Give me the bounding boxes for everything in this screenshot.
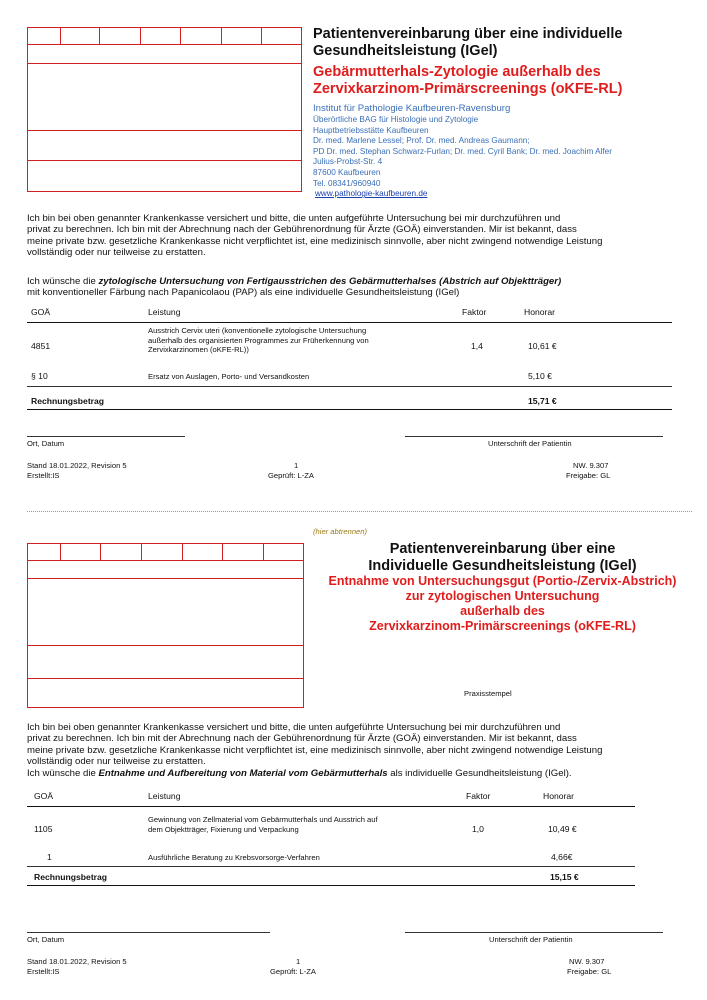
row-goa: 4851: [31, 341, 51, 351]
row-goa: 1: [47, 852, 52, 862]
row-goa: § 10: [31, 371, 48, 381]
place-date-label: Ort, Datum: [27, 935, 65, 944]
col-goa: GOÄ: [31, 307, 51, 317]
cut-label: (hier abtrennen): [313, 527, 368, 536]
row-honorar: 5,10 €: [528, 371, 552, 381]
cut-line: [27, 511, 692, 512]
total-value: 15,71 €: [528, 396, 557, 406]
row-leistung: Ausstrich Cervix uteri (konventionelle zytologische Untersuchung außerhalb des organisierten Programmes zur Früherkennung von Zervixkarzinomen (oKFE-RL)): [148, 326, 369, 355]
row-leistung: Ersatz von Auslagen, Porto- und Versandkosten: [148, 372, 310, 381]
col-leistung: Leistung: [148, 791, 181, 801]
col-honorar: Honorar: [543, 791, 575, 801]
col-leistung: Leistung: [148, 307, 181, 317]
practice-stamp-label: Praxisstempel: [464, 689, 512, 698]
row-faktor: 1,0: [472, 824, 484, 834]
signature-label: Unterschrift der Patientin: [488, 439, 572, 448]
col-honorar: Honorar: [524, 307, 556, 317]
form-title: Patientenvereinbarung über eine Individuelle Gesundheitsleistung (IGel): [368, 541, 637, 574]
row-honorar: 4,66€: [551, 852, 573, 862]
row-honorar: 10,61 €: [528, 341, 557, 351]
signature-label: Unterschrift der Patientin: [489, 935, 573, 944]
row-honorar: 10,49 €: [548, 824, 577, 834]
row-faktor: 1,4: [471, 341, 483, 351]
form-subtitle: Entnahme von Untersuchungsgut (Portio-/Zervix-Abstrich) zur zytologischen Untersuchung außerhalb des Zervixkarzinom-Primärscreenings (oKFE-RL): [328, 574, 677, 633]
total-label: Rechnungsbetrag: [31, 396, 105, 406]
website-link[interactable]: www.pathologie-kaufbeuren.de: [315, 189, 428, 199]
institute-address: Institut für Pathologie Kaufbeuren-Ravensburg Überörtliche BAG für Histologie und Zytologie Hauptbetriebsstätte Kaufbeuren Dr. med. Marlene Lessel; Prof. Dr. med. Andreas Gaumann; PD Dr. med. Stephan Schwarz-Furlan; Dr. med. Cyril Bank; Dr. med. Joachim Alfer Julius-Probst-Str. 4 87600 Kaufbeuren Tel. 08341/960940 www.pathologie-kaufbeuren.de: [313, 103, 612, 199]
col-goa: GOÄ: [34, 791, 54, 801]
form-title: Patientenvereinbarung über eine individuelle Gesundheitsleistung (IGel): [313, 26, 623, 59]
row-goa: 1105: [34, 824, 53, 834]
row-leistung: Gewinnung von Zellmaterial vom Gebärmutterhals und Ausstrich auf dem Objektträger, Fixierung und Verpackung: [148, 815, 378, 834]
consent-paragraph: Ich bin bei oben genannter Krankenkasse versichert und bitte, die unten aufgeführte Untersuchung bei mir durchzuführen und privat zu berechnen. Ich bin mit der Abrechnung nach der Gebührenordnung für Ärzte (GOÄ) einverstanden. Mir ist bekannt, dass meine private bzw. gesetzliche Krankenkasse nicht verpflichtet ist, eine medizinisch sinnvolle, aber nicht zwingend notwendige Leistung vollständig oder nur teilweise zu erstatten.: [27, 213, 603, 259]
col-faktor: Faktor: [462, 307, 487, 317]
row-leistung: Ausführliche Beratung zu Krebsvorsorge-Verfahren: [148, 853, 320, 862]
total-label: Rechnungsbetrag: [34, 872, 108, 882]
service-request: Ich wünsche die zytologische Untersuchung von Fertigausstrichen des Gebärmutterhalses (Abstrich auf Objektträger) mit konventioneller Färbung nach Papanicolaou (PAP) als eine individuelle Gesundheitsleistung (IGel): [27, 276, 562, 299]
place-date-label: Ort, Datum: [27, 439, 65, 448]
total-value: 15,15 €: [550, 872, 579, 882]
form-subtitle: Gebärmutterhals-Zytologie außerhalb des Zervixkarzinom-Primärscreenings (oKFE-RL): [313, 64, 623, 97]
consent-paragraph: Ich bin bei oben genannter Krankenkasse versichert und bitte, die unten aufgeführte Untersuchung bei mir durchzuführen und privat zu berechnen. Ich bin mit der Abrechnung nach der Gebührenordnung für Ärzte (GOÄ) einverstanden. Mir ist bekannt, dass meine private bzw. gesetzliche Krankenkasse nicht verpflichtet ist, eine medizinisch sinnvolle, aber nicht zwingend notwendige Leistung vollständig oder nur teilweise zu erstatten. Ich wünsche die Entnahme und Aufbereitung von Material vom Gebärmutterhals als individuelle Gesundheitsleistung (IGel).: [27, 722, 603, 779]
col-faktor: Faktor: [466, 791, 491, 801]
